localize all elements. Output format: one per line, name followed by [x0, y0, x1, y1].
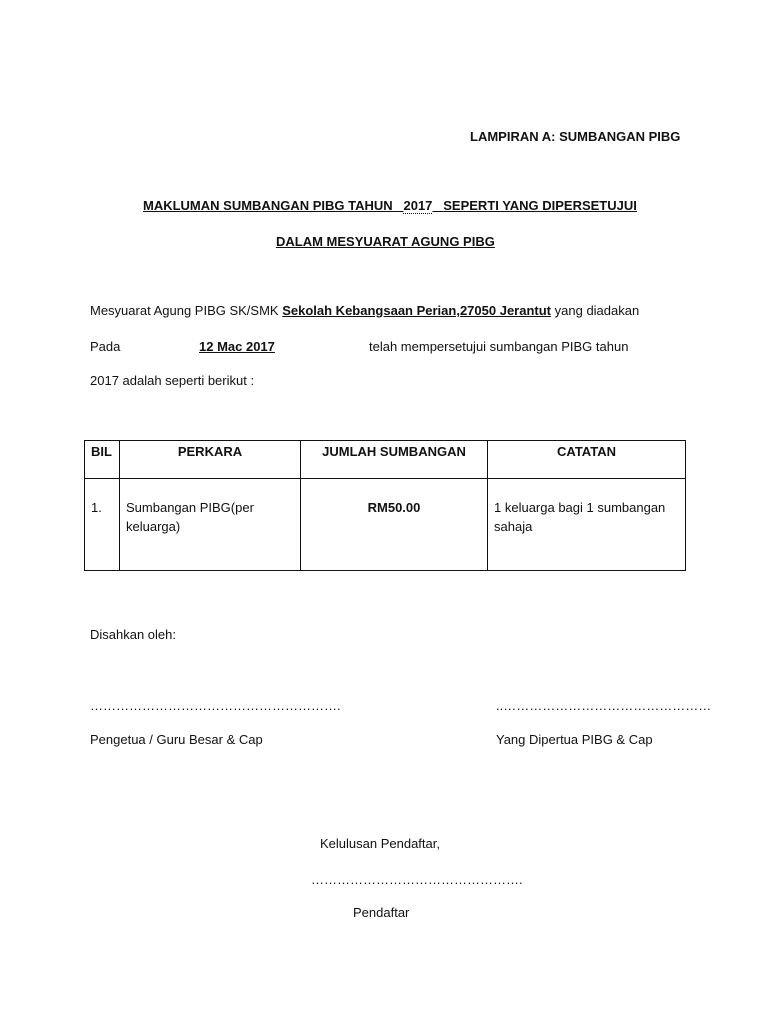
registrar-approval-label: Kelulusan Pendaftar, [320, 836, 440, 851]
title-spacer-2 [432, 198, 443, 213]
cell-perkara: Sumbangan PIBG(per keluarga) [120, 479, 301, 571]
col-header-catatan: CATATAN [488, 441, 686, 479]
col-header-jumlah: JUMLAH SUMBANGAN [301, 441, 488, 479]
agreement-text-cont: 2017 adalah seperti berikut : [90, 373, 255, 388]
registrar-title: Pendaftar [353, 905, 410, 920]
cell-jumlah: RM50.00 [301, 479, 488, 571]
school-name: Sekolah Kebangsaan Perian,27050 Jerantut [282, 303, 552, 318]
document-title-line2: DALAM MESYUARAT AGUNG PIBG [276, 234, 495, 249]
title-spacer [393, 198, 404, 213]
table-header-row [85, 441, 686, 479]
cell-catatan: 1 keluarga bagi 1 sumbangan sahaja [488, 479, 686, 571]
meeting-paragraph-line1 [90, 303, 639, 318]
document-title-line1 [143, 198, 637, 213]
meeting-text-b: yang diadakan [554, 303, 640, 318]
signature-line-left: …………………………………………………. [90, 698, 341, 713]
pibg-chair-signature-label: Yang Dipertua PIBG & Cap [496, 732, 653, 747]
meeting-date: 12 Mac 2017 [199, 339, 275, 354]
title-text-a: MAKLUMAN SUMBANGAN PIBG TAHUN [143, 198, 393, 213]
signature-line-right: ..………………………………………… [496, 698, 712, 713]
meeting-text-a: Mesyuarat Agung PIBG SK/SMK [90, 303, 279, 318]
attachment-label: LAMPIRAN A: SUMBANGAN PIBG [470, 129, 681, 144]
registrar-signature-line: …………………………………………. [311, 872, 523, 887]
agreement-text: telah mempersetujui sumbangan PIBG tahun [369, 339, 629, 354]
contribution-table [84, 440, 686, 571]
approved-by-label: Disahkan oleh: [90, 627, 176, 642]
title-year: 2017 [403, 198, 433, 213]
col-header-perkara: PERKARA [120, 441, 301, 479]
table-row [85, 479, 686, 571]
principal-signature-label: Pengetua / Guru Besar & Cap [90, 732, 263, 747]
title-text-b: SEPERTI YANG DIPERSETUJUI [443, 198, 637, 213]
col-header-bil: BIL [85, 441, 120, 479]
pada-label: Pada [90, 339, 121, 354]
cell-bil: 1. [85, 479, 120, 571]
